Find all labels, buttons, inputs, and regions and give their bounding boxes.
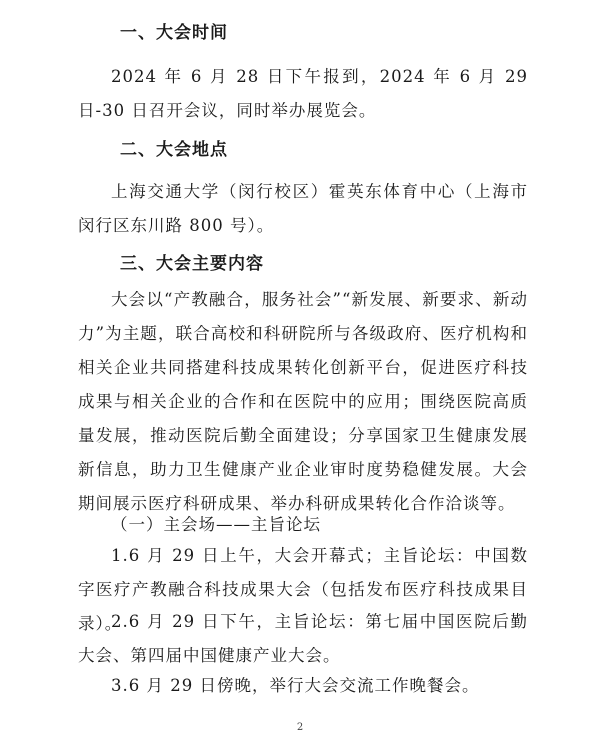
section-heading-time: 一、大会时间 bbox=[120, 23, 228, 43]
subsection-heading: （一）主会场——主旨论坛 bbox=[111, 515, 321, 534]
subsection-item-1: 1.6 月 29 日上午，大会开幕式；主旨论坛：中国数字医疗产教融合科技成果大会（包括发布医疗科技成果目录）。 bbox=[78, 546, 528, 633]
subsection-item-3: 3.6 月 29 日傍晚，举行大会交流工作晚餐会。 bbox=[111, 676, 480, 695]
section-body-time: 2024 年 6 月 28 日下午报到，2024 年 6 月 29 日-30 日召开会议，同时举办展览会。 bbox=[78, 67, 528, 120]
subsection-item-2: 2.6 月 29 日下午，主旨论坛：第七届中国医院后勤大会、第四届中国健康产业大会。 bbox=[78, 612, 528, 665]
section-body-venue: 上海交通大学（闵行校区）霍英东体育中心（上海市闵行区东川路 800 号）。 bbox=[78, 182, 528, 235]
section-heading-venue: 二、大会地点 bbox=[120, 140, 228, 160]
section-heading-content: 三、大会主要内容 bbox=[120, 254, 264, 274]
page-number: 2 bbox=[296, 722, 304, 733]
section-body-content: 大会以“产教融合，服务社会”“新发展、新要求、新动力”为主题，联合高校和科研院所与各级政府、医疗机构和相关企业共同搭建科技成果转化创新平台，促进医疗科技成果与相关企业的合作和在医院中的应用；围绕医院高质量发展，推动医院后勤全面建设；分享国家卫生健康发展新信息，助力卫生健康产业企业审时度势稳健发展。大会期间展示医疗科研成果、举办科研成果转化合作洽谈等。 bbox=[78, 290, 528, 513]
